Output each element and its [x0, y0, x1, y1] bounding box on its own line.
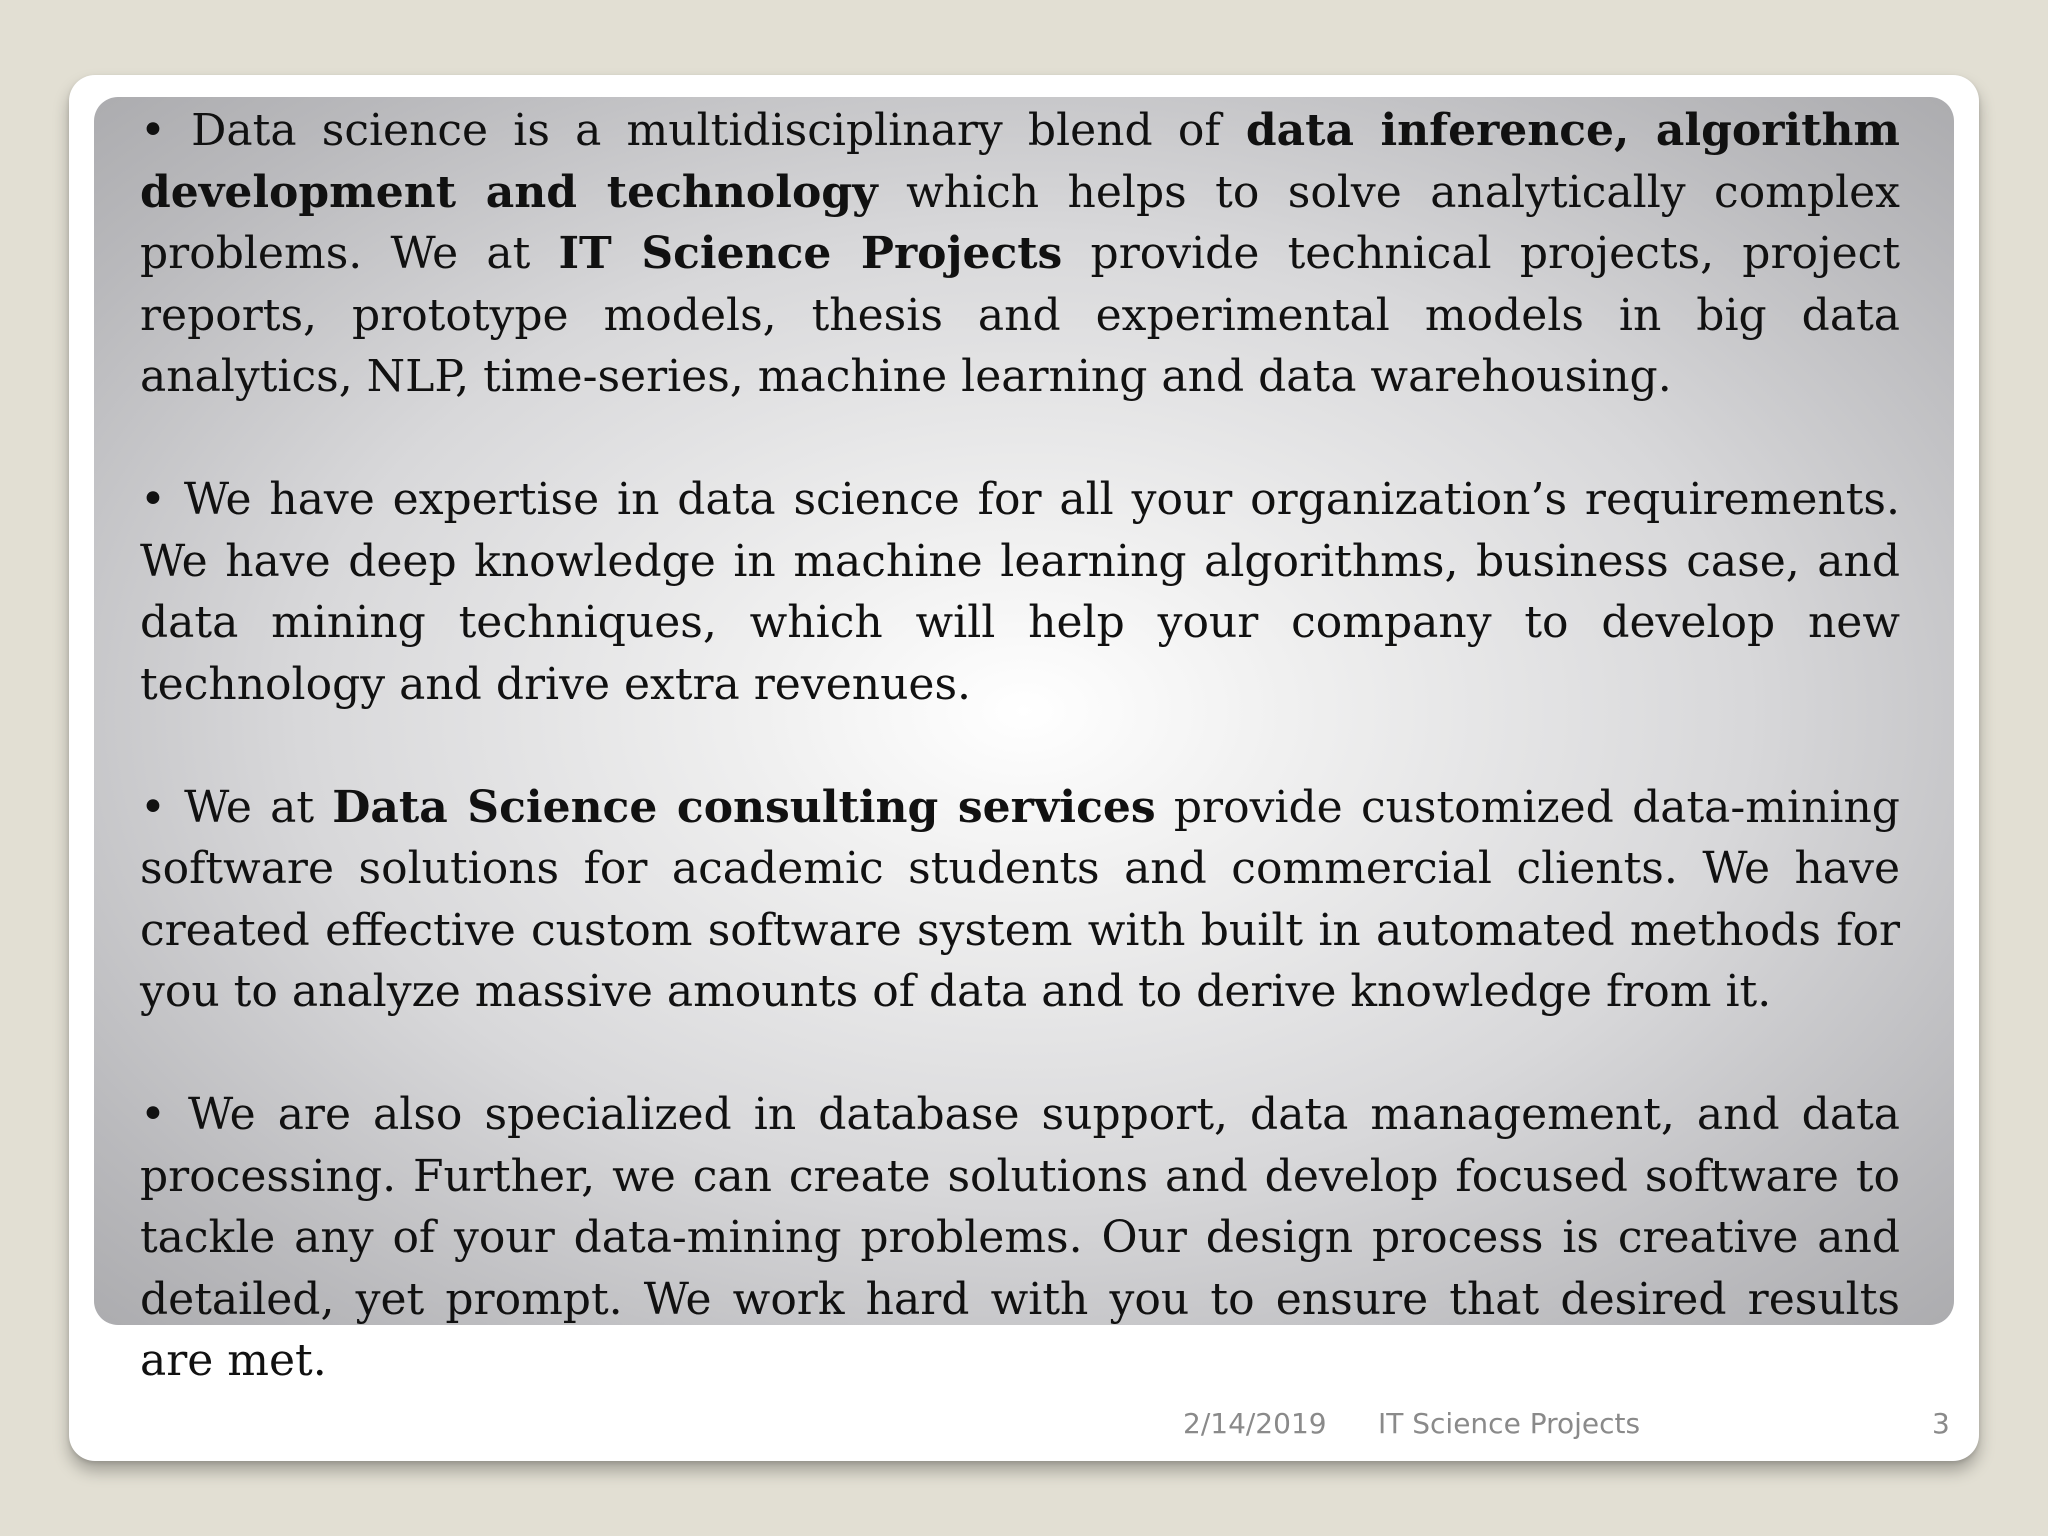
paragraph-1 [140, 100, 1900, 408]
slide-text-body [140, 100, 1900, 1392]
paragraph-1-segment: • Data science is a multidisciplinary blend of [140, 105, 1246, 156]
paragraph-3-segment: provide customized data-mining software solutions for academic students and commercial clients. We have created effective custom software system with built in automated methods for you to analyze massive amounts of data and to derive knowledge from it. [140, 781, 1900, 1017]
paragraph-4 [140, 1084, 1900, 1392]
footer-page-number: 3 [1932, 1407, 1950, 1440]
paragraph-1-bold-segment: IT Science Projects [558, 228, 1063, 279]
paragraph-2 [140, 469, 1900, 715]
paragraph-3-segment: • We at [140, 781, 333, 833]
paragraph-3 [140, 777, 1900, 1023]
paragraph-2-segment: • We have expertise in data science for all your organization’s requirements. We have deep knowledge in machine learning algorithms, business case, and data mining techniques, which will help your company to develop new technology and drive extra revenues. [140, 474, 1900, 710]
paragraph-3-bold-segment: Data Science consulting services [332, 781, 1156, 833]
footer-source: IT Science Projects [1378, 1407, 1641, 1440]
paragraph-4-segment: • We are also specialized in database support, data management, and data processing. Further, we can create solutions and develop focused software to tackle any of your data-mining problems. Our design process is creative and detailed, yet prompt. We work hard with you to ensure that desired results are met. [140, 1089, 1900, 1386]
paragraph-1-bold-segment: data inference, algorithm development and technology [140, 105, 1900, 218]
paragraph-1-segment: which helps to solve analytically complex problems. We at [140, 166, 1900, 279]
footer-date: 2/14/2019 [1183, 1407, 1327, 1440]
paragraph-1-segment: provide technical projects, project reports, prototype models, thesis and experimental models in big data analytics, NLP, time-series, machine learning and data warehousing. [140, 228, 1900, 402]
